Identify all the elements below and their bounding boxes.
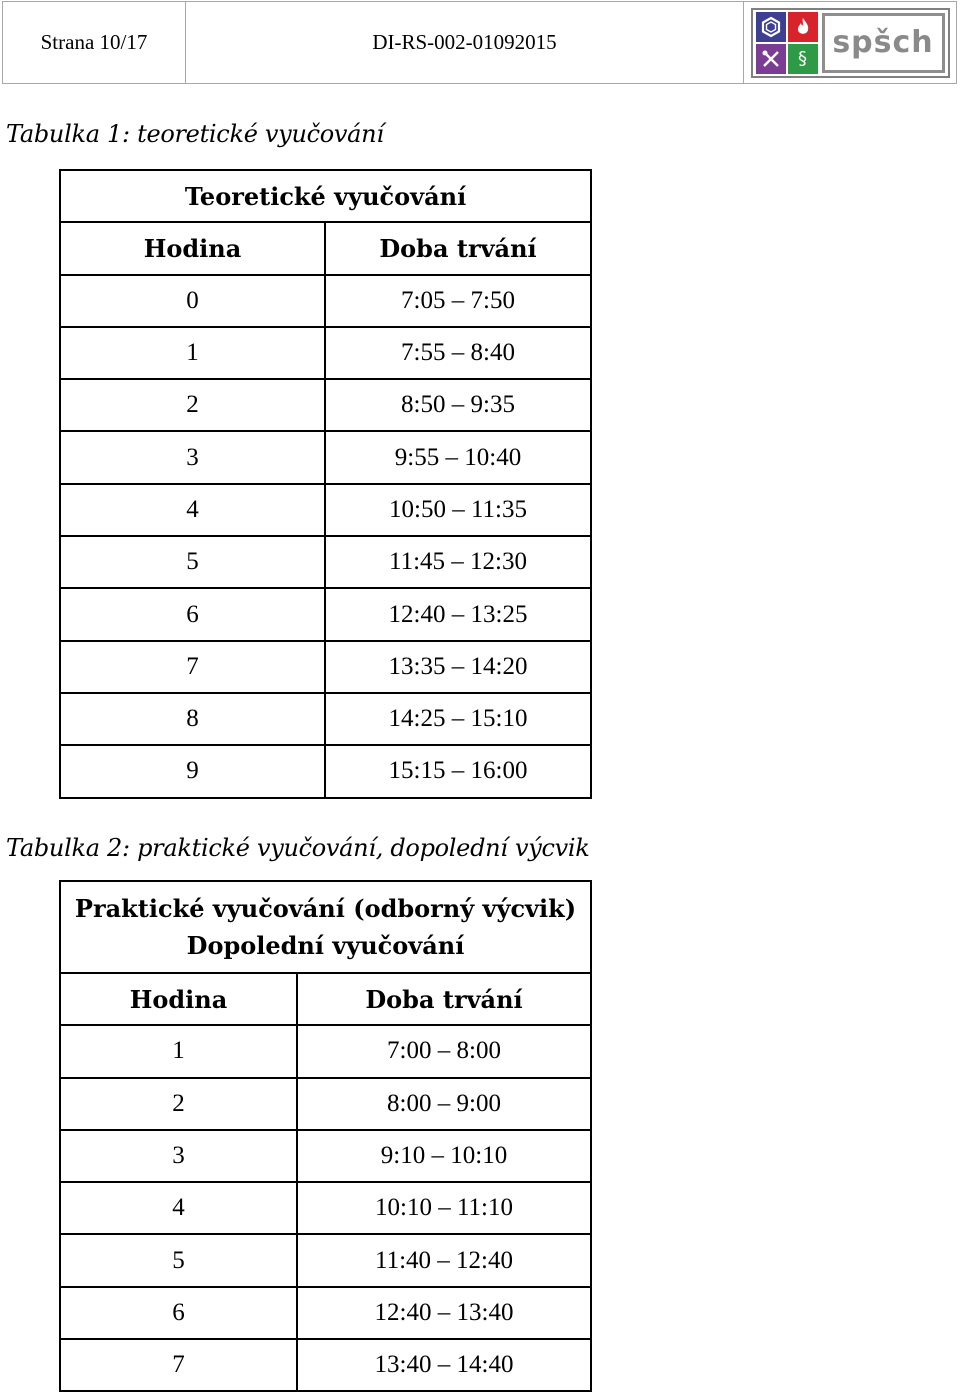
table-row <box>60 1182 591 1234</box>
document-id: DI-RS-002-01092015 <box>186 2 744 83</box>
time-cell: 7:55 – 8:40 <box>325 327 591 379</box>
hour-cell: 1 <box>60 1025 297 1077</box>
column-header-hour: Hodina <box>60 222 325 274</box>
table-title-row <box>60 170 591 222</box>
table-row <box>60 1078 591 1130</box>
table-row <box>60 1287 591 1339</box>
time-cell: 14:25 – 15:10 <box>325 693 591 745</box>
flame-icon <box>788 12 818 42</box>
time-cell: 12:40 – 13:40 <box>297 1287 591 1339</box>
table-row <box>60 693 591 745</box>
page-number: Strana 10/17 <box>3 2 186 83</box>
time-cell: 8:00 – 9:00 <box>297 1078 591 1130</box>
table-row <box>60 641 591 693</box>
table-title: Teoretické vyučování <box>60 170 591 222</box>
table-row <box>60 536 591 588</box>
time-cell: 7:00 – 8:00 <box>297 1025 591 1077</box>
time-cell: 9:55 – 10:40 <box>325 431 591 483</box>
column-header-duration: Doba trvání <box>297 973 591 1025</box>
time-cell: 7:05 – 7:50 <box>325 275 591 327</box>
hour-cell: 2 <box>60 379 325 431</box>
hexagon-icon <box>756 12 786 42</box>
table2-caption: Tabulka 2: praktické vyučování, dopolední výcvik <box>6 834 590 862</box>
table-row <box>60 484 591 536</box>
time-cell: 10:10 – 11:10 <box>297 1182 591 1234</box>
column-header-duration: Doba trvání <box>325 222 591 274</box>
time-cell: 15:15 – 16:00 <box>325 745 591 797</box>
time-cell: 11:45 – 12:30 <box>325 536 591 588</box>
hour-cell: 6 <box>60 1287 297 1339</box>
hour-cell: 7 <box>60 641 325 693</box>
table-row <box>60 1025 591 1077</box>
hour-cell: 0 <box>60 275 325 327</box>
time-cell: 13:35 – 14:20 <box>325 641 591 693</box>
theory-schedule-table <box>59 169 592 799</box>
hour-cell: 6 <box>60 588 325 640</box>
time-cell: 12:40 – 13:25 <box>325 588 591 640</box>
school-logo <box>751 8 950 78</box>
table-title <box>60 881 591 973</box>
tools-icon <box>756 44 786 74</box>
time-cell: 11:40 – 12:40 <box>297 1234 591 1286</box>
hour-cell: 9 <box>60 745 325 797</box>
hour-cell: 1 <box>60 327 325 379</box>
table-row <box>60 1130 591 1182</box>
table-row <box>60 379 591 431</box>
hour-cell: 2 <box>60 1078 297 1130</box>
page-header <box>2 1 957 84</box>
logo-text: spšch <box>822 13 945 73</box>
logo-tiles <box>756 12 818 74</box>
table-title-line2: Dopolední vyučování <box>186 931 465 960</box>
table1-caption: Tabulka 1: teoretické vyučování <box>6 120 384 148</box>
time-cell: 10:50 – 11:35 <box>325 484 591 536</box>
table-header-row <box>60 222 591 274</box>
hour-cell: 4 <box>60 484 325 536</box>
table-row <box>60 588 591 640</box>
table-header-row <box>60 973 591 1025</box>
practical-schedule-table <box>59 880 592 1392</box>
hour-cell: 7 <box>60 1339 297 1391</box>
hour-cell: 3 <box>60 431 325 483</box>
table-row <box>60 327 591 379</box>
table-row <box>60 1234 591 1286</box>
hour-cell: 8 <box>60 693 325 745</box>
table-row <box>60 1339 591 1391</box>
hour-cell: 5 <box>60 536 325 588</box>
table-row <box>60 431 591 483</box>
table-row <box>60 275 591 327</box>
hour-cell: 4 <box>60 1182 297 1234</box>
hour-cell: 3 <box>60 1130 297 1182</box>
table-title-line1: Praktické vyučování (odborný výcvik) <box>74 894 577 923</box>
logo-cell <box>744 2 956 83</box>
time-cell: 8:50 – 9:35 <box>325 379 591 431</box>
hour-cell: 5 <box>60 1234 297 1286</box>
paragraph-icon: § <box>788 44 818 74</box>
time-cell: 13:40 – 14:40 <box>297 1339 591 1391</box>
table-title-row <box>60 881 591 973</box>
table-row <box>60 745 591 797</box>
time-cell: 9:10 – 10:10 <box>297 1130 591 1182</box>
column-header-hour: Hodina <box>60 973 297 1025</box>
